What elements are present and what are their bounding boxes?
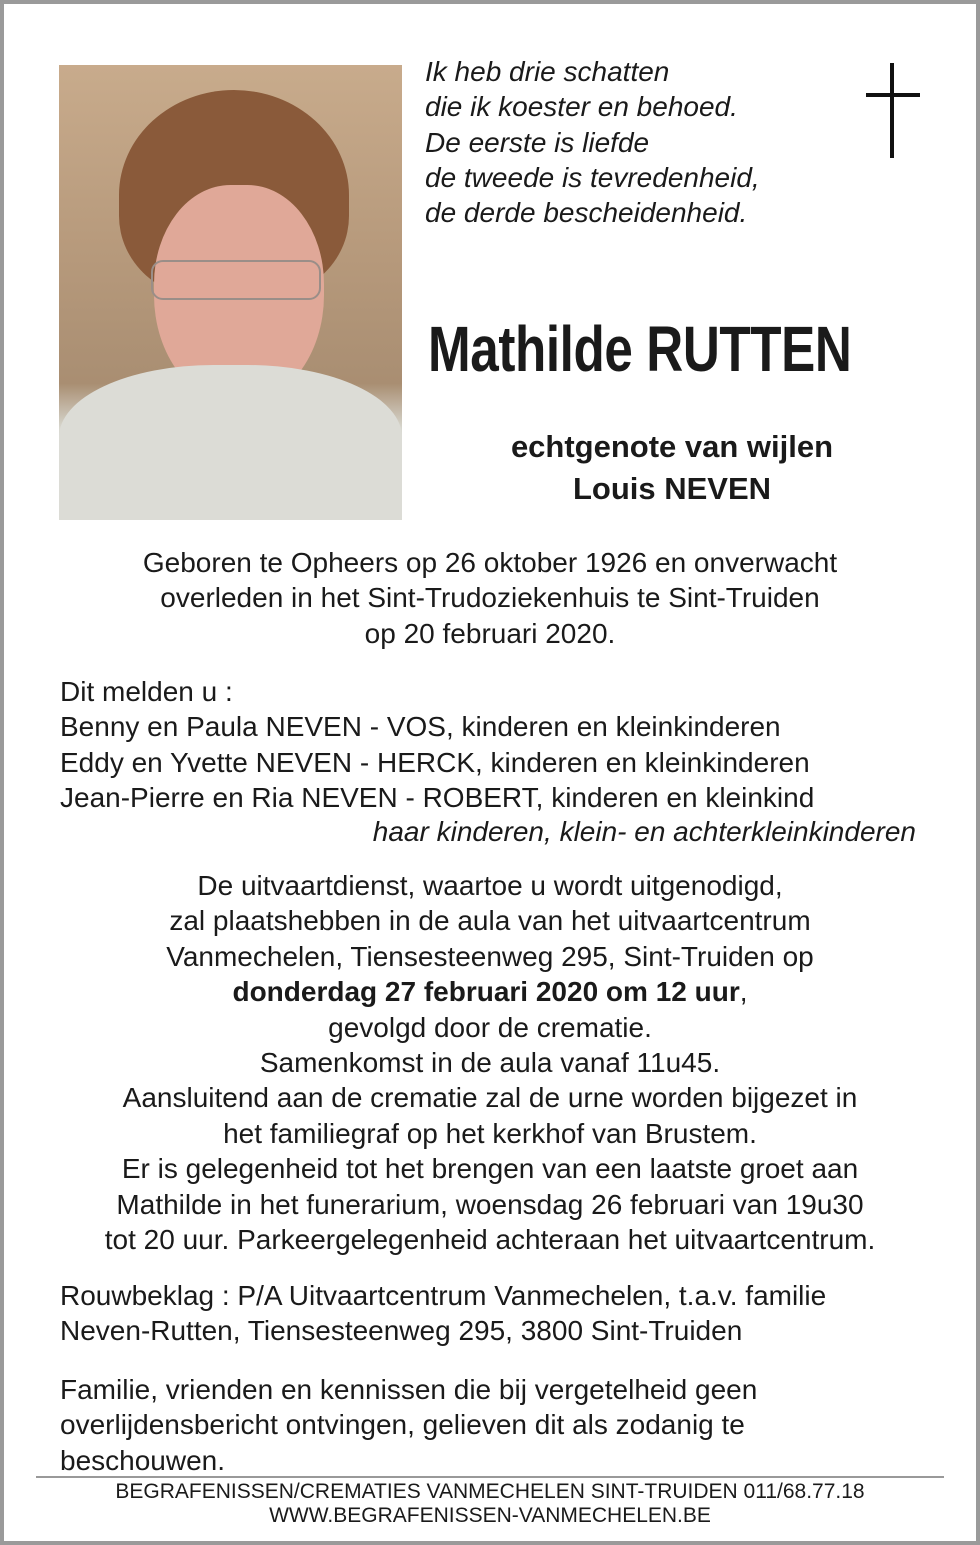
text-line: zal plaatshebben in de aula van het uitvaartcentrum bbox=[169, 905, 811, 937]
text-line: tot 20 uur. Parkeergelegenheid achteraan het uitvaartcentrum. bbox=[104, 1224, 876, 1256]
condolences bbox=[60, 1278, 826, 1349]
service-info bbox=[20, 868, 960, 1257]
text-line: Vanmechelen, Tiensesteenweg 295, Sint-Truiden op bbox=[166, 940, 814, 972]
text-line: overleden in het Sint-Trudoziekenhuis te Sint-Truiden bbox=[160, 582, 820, 614]
birth-death-info bbox=[20, 545, 960, 651]
text-line: Rouwbeklag : P/A Uitvaartcentrum Vanmechelen, t.a.v. familie bbox=[60, 1280, 827, 1311]
announce-intro: Dit melden u : bbox=[60, 676, 233, 707]
funeral-home: BEGRAFENISSEN/CREMATIES VANMECHELEN SINT-TRUIDEN 011/68.77.18 bbox=[115, 1480, 865, 1503]
website: WWW.BEGRAFENISSEN-VANMECHELEN.BE bbox=[269, 1504, 711, 1527]
family-line: Eddy en Yvette NEVEN - HERCK, kinderen en kleinkinderen bbox=[60, 746, 810, 778]
spouse-label: echtgenote van wijlen bbox=[510, 429, 834, 464]
text-line: Geboren te Opheers op 26 oktober 1926 en onverwacht bbox=[142, 547, 838, 578]
text-line: Aansluitend aan de crematie zal de urne worden bijgezet in bbox=[122, 1082, 858, 1114]
service-date-line bbox=[20, 974, 960, 1009]
notice bbox=[60, 1372, 757, 1478]
footer-divider bbox=[36, 1476, 944, 1478]
family-line: Benny en Paula NEVEN - VOS, kinderen en kleinkinderen bbox=[60, 711, 781, 743]
text-line: De uitvaartdienst, waartoe u wordt uitgenodigd, bbox=[197, 870, 783, 901]
text-line: Er is gelegenheid tot het brengen van een laatste groet aan bbox=[121, 1153, 859, 1185]
text-line: Neven-Rutten, Tiensesteenweg 295, 3800 Sint-Truiden bbox=[60, 1315, 743, 1347]
announcement bbox=[60, 674, 814, 816]
family-closing: haar kinderen, klein- en achterkleinkinderen bbox=[372, 816, 916, 847]
punctuation: , bbox=[739, 976, 748, 1008]
poem bbox=[425, 54, 760, 230]
portrait-photo bbox=[59, 65, 402, 520]
text-line: gevolgd door de crematie. bbox=[328, 1011, 652, 1043]
poem-line: die ik koester en behoed. bbox=[425, 91, 738, 123]
poem-line: Ik heb drie schatten bbox=[425, 56, 670, 87]
deceased-name: Mathilde RUTTEN bbox=[428, 313, 852, 385]
text-line: Familie, vrienden en kennissen die bij vergetelheid geen bbox=[60, 1374, 758, 1405]
poem-line: de derde bescheidenheid. bbox=[425, 197, 748, 229]
service-date: donderdag 27 februari 2020 om 12 uur bbox=[232, 976, 740, 1008]
poem-line: de tweede is tevredenheid, bbox=[425, 161, 760, 193]
text-line: op 20 februari 2020. bbox=[364, 617, 616, 649]
text-line: het familiegraf op het kerkhof van Brustem. bbox=[223, 1117, 757, 1149]
family-line: Jean-Pierre en Ria NEVEN - ROBERT, kinderen en kleinkind bbox=[60, 782, 815, 814]
text-line: Samenkomst in de aula vanaf 11u45. bbox=[259, 1047, 721, 1079]
text-line: Mathilde in het funerarium, woensdag 26 februari van 19u30 bbox=[116, 1188, 864, 1220]
text-line: overlijdensbericht ontvingen, gelieven dit als zodanig te bbox=[60, 1409, 745, 1441]
poem-line: De eerste is liefde bbox=[425, 126, 650, 158]
spouse-info bbox=[430, 426, 914, 510]
spouse-name: Louis NEVEN bbox=[572, 471, 772, 506]
text-line: beschouwen. bbox=[60, 1444, 226, 1476]
footer bbox=[20, 1480, 960, 1528]
